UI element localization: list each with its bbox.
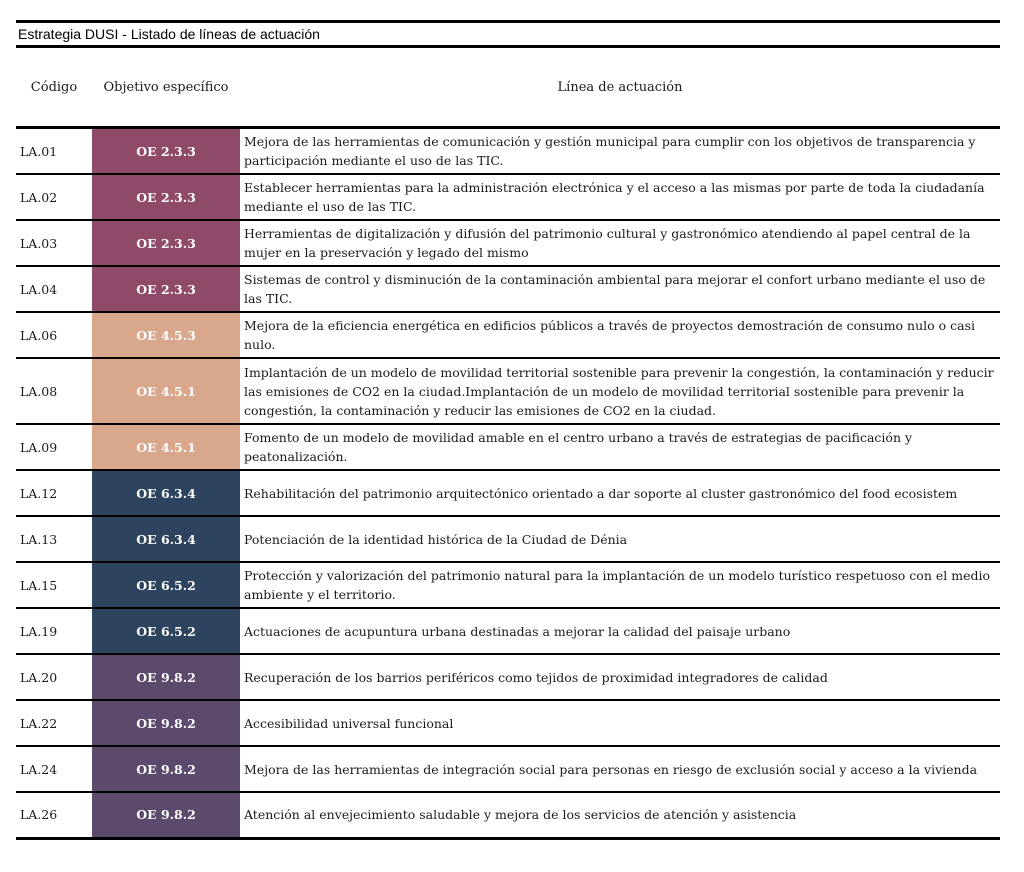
- row-code: LA.08: [16, 358, 92, 424]
- row-code: LA.04: [16, 266, 92, 312]
- table-row: [16, 220, 1000, 266]
- row-description: Mejora de la eficiencia energética en edificios públicos a través de proyectos demostración de consumo nulo o casi nulo.: [240, 312, 1000, 358]
- row-code: LA.20: [16, 654, 92, 700]
- row-objective: OE 2.3.3: [92, 174, 240, 220]
- row-description: Mejora de las herramientas de integración social para personas en riesgo de exclusión social y acceso a la vivienda: [240, 746, 1000, 792]
- row-description: Rehabilitación del patrimonio arquitectónico orientado a dar soporte al cluster gastronómico del food ecosistem: [240, 470, 1000, 516]
- row-description: Accesibilidad universal funcional: [240, 700, 1000, 746]
- row-objective: OE 9.8.2: [92, 654, 240, 700]
- row-description: Implantación de un modelo de movilidad territorial sostenible para prevenir la congestión, la contaminación y reducir las emisiones de CO2 en la ciudad.Implantación de un modelo de movilidad territorial sostenible para prevenir la congestión, la contaminación y reducir las emisiones de CO2 en la ciudad.: [240, 358, 1000, 424]
- row-objective: OE 9.8.2: [92, 746, 240, 792]
- row-description: Actuaciones de acupuntura urbana destinadas a mejorar la calidad del paisaje urbano: [240, 608, 1000, 654]
- row-objective: OE 2.3.3: [92, 128, 240, 175]
- row-description: Mejora de las herramientas de comunicación y gestión municipal para cumplir con los objetivos de transparencia y participación mediante el uso de las TIC.: [240, 128, 1000, 175]
- row-description: Sistemas de control y disminución de la contaminación ambiental para mejorar el confort urbano mediante el uso de las TIC.: [240, 266, 1000, 312]
- row-code: LA.12: [16, 470, 92, 516]
- table-row: [16, 266, 1000, 312]
- row-objective: OE 6.5.2: [92, 608, 240, 654]
- table-row: [16, 470, 1000, 516]
- table-row: [16, 700, 1000, 746]
- header-objective: Objetivo específico: [103, 79, 229, 95]
- table-row: [16, 562, 1000, 608]
- table-row: [16, 424, 1000, 470]
- row-description: Recuperación de los barrios periféricos como tejidos de proximidad integradores de calidad: [240, 654, 1000, 700]
- row-description: Establecer herramientas para la administración electrónica y el acceso a las mismas por parte de toda la ciudadanía mediante el uso de las TIC.: [240, 174, 1000, 220]
- row-description: Fomento de un modelo de movilidad amable en el centro urbano a través de estrategias de pacificación y peatonalización.: [240, 424, 1000, 470]
- table-row: [16, 128, 1000, 175]
- table-row: [16, 792, 1000, 838]
- row-objective: OE 6.3.4: [92, 470, 240, 516]
- row-objective: OE 2.3.3: [92, 220, 240, 266]
- document-title: Estrategia DUSI - Listado de líneas de actuación: [16, 20, 1000, 48]
- row-description: Atención al envejecimiento saludable y mejora de los servicios de atención y asistencia: [240, 792, 1000, 838]
- row-code: LA.01: [16, 128, 92, 175]
- table-row: [16, 608, 1000, 654]
- table-row: [16, 516, 1000, 562]
- row-code: LA.09: [16, 424, 92, 470]
- row-objective: OE 6.5.2: [92, 562, 240, 608]
- row-code: LA.26: [16, 792, 92, 838]
- row-objective: OE 4.5.1: [92, 424, 240, 470]
- row-objective: OE 4.5.3: [92, 312, 240, 358]
- row-code: LA.13: [16, 516, 92, 562]
- row-objective: OE 4.5.1: [92, 358, 240, 424]
- action-lines-table: [16, 70, 1000, 840]
- table-row: [16, 312, 1000, 358]
- table-body: [16, 128, 1000, 839]
- table-row: [16, 174, 1000, 220]
- table-row: [16, 746, 1000, 792]
- row-code: LA.02: [16, 174, 92, 220]
- row-code: LA.06: [16, 312, 92, 358]
- row-objective: OE 9.8.2: [92, 792, 240, 838]
- row-objective: OE 9.8.2: [92, 700, 240, 746]
- row-objective: OE 6.3.4: [92, 516, 240, 562]
- row-code: LA.24: [16, 746, 92, 792]
- table-header-row: [16, 70, 1000, 128]
- table-row: [16, 654, 1000, 700]
- row-code: LA.03: [16, 220, 92, 266]
- row-code: LA.15: [16, 562, 92, 608]
- row-code: LA.19: [16, 608, 92, 654]
- row-description: Herramientas de digitalización y difusión del patrimonio cultural y gastronómico atendiendo al papel central de la mujer en la preservación y legado del mismo: [240, 220, 1000, 266]
- table-row: [16, 358, 1000, 424]
- header-action-line: Línea de actuación: [557, 79, 683, 95]
- row-description: Potenciación de la identidad histórica de la Ciudad de Dénia: [240, 516, 1000, 562]
- row-description: Protección y valorización del patrimonio natural para la implantación de un modelo turístico respetuoso con el medio ambiente y el territorio.: [240, 562, 1000, 608]
- row-objective: OE 2.3.3: [92, 266, 240, 312]
- row-code: LA.22: [16, 700, 92, 746]
- header-code: Código: [30, 79, 78, 95]
